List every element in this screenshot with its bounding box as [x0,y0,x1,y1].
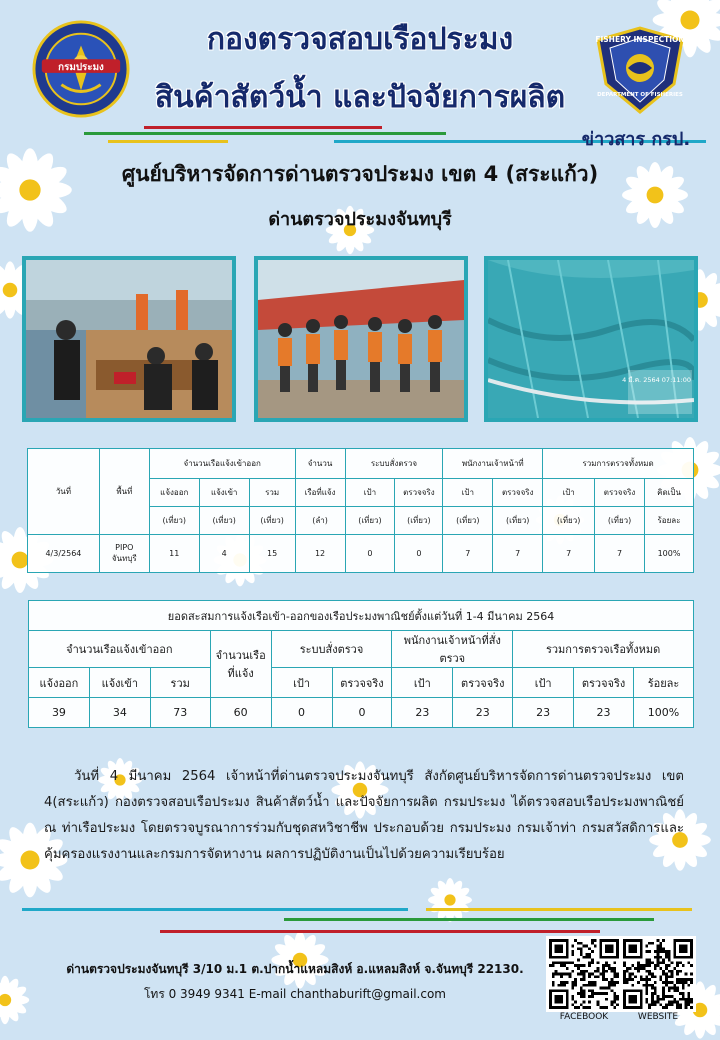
t1-header-staff-group: พนักงานเจ้าหน้าที่ [443,449,543,479]
t1-unit-vessels: (ลำ) [295,507,345,535]
header-title-line1: กองตรวจสอบเรือประมง [206,22,514,57]
header-title-line2: สินค้าสัตว์น้ำ และปัจจัยการผลิต [154,80,566,115]
t1-cell-total-target: 7 [543,535,595,573]
t1-unit-trips: (เที่ยว) [595,507,645,535]
t1-unit-trips: (เที่ยว) [199,507,249,535]
t1-header-total-actual: ตรวจจริง [595,479,645,507]
table-row [28,535,694,573]
t1-cell-staff-actual: 7 [493,535,543,573]
t2-cell-system-actual: 0 [332,698,392,728]
t1-header-count-group: จำนวน [295,449,345,479]
cumulative-inspection-table [28,600,694,728]
header-rule-green [84,132,446,135]
t1-header-percent: คิดเป็น [645,479,694,507]
t1-header-area: พื้นที่ [99,449,149,535]
t1-cell-out: 11 [149,535,199,573]
office-name: ด่านตรวจประมงจันทบุรี [268,209,452,230]
website-qr-code-icon[interactable] [620,936,696,1012]
t2-header-sum: รวม [150,668,210,698]
t1-header-sum: รวม [249,479,295,507]
department-of-fisheries-seal-icon [32,20,130,118]
right-logo-text-bottom: DEPARTMENT OF FISHERIES [597,92,683,98]
footer-rule-green [284,918,654,921]
t1-unit-trips: (เที่ยว) [443,507,493,535]
t1-cell-vessels: 12 [295,535,345,573]
t2-header-staff-actual: ตรวจจริง [453,668,513,698]
t2-cell-total-actual: 23 [574,698,634,728]
t2-header-total-group: รวมการตรวจเรือทั้งหมด [513,631,694,668]
t1-cell-date: 4/3/2564 [28,535,100,573]
photo-timestamp: 4 มี.ค. 2564 07:11:00 [622,376,691,384]
fishing-net-photo [484,256,698,422]
footer-address: ด่านตรวจประมงจันทบุรี 3/10 ม.1 ต.ปากน้ำแหลมสิงห์ อ.แหลมสิงห์ จ.จันทบุรี 22130. [66,962,524,976]
news-paragraph: วันที่ 4 มีนาคม 2564 เจ้าหน้าที่ด่านตรวจประมงจันทบุรี สังกัดศูนย์บริหารจัดการด่านตรวจประมง เขต 4(สระแก้ว) กองตรวจสอบเรือประมง สินค้าสัตว์น้ำ และปัจจัยการผลิต กรมประมง ได้ตรวจสอบเรือประมงพาณิชย์ ณ ท่าเรือประมง โดยตรวจบูรณาการร่วมกับชุดสหวิชาชีพ ประกอบด้วย กรมประมง กรมเจ้าท่า กรมสวัสดิการและคุ้มครองแรงงานและกรมการจัดหางาน ผลการปฏิบัติงานเป็นไปด้วยความเรียบร้อย [44,769,684,862]
t2-header-staff-group: พนักงานเจ้าหน้าที่สั่งตรวจ [392,631,513,668]
left-logo-text: กรมประมง [58,61,104,73]
t1-header-report-group: จำนวนเรือแจ้งเข้าออก [149,449,295,479]
t2-cell-system-target: 0 [271,698,332,728]
t2-header-staff-target: เป้า [392,668,453,698]
header-rule-yellow [108,140,228,143]
website-qr-label: WEBSITE [637,1012,679,1022]
t1-header-staff-actual: ตรวจจริง [493,479,543,507]
t1-header-in: แจ้งเข้า [199,479,249,507]
t1-unit-trips: (เที่ยว) [249,507,295,535]
footer-rule-red [160,930,600,933]
t2-cell-vessels: 60 [210,698,271,728]
t2-cell-staff-target: 23 [392,698,453,728]
t1-header-out: แจ้งออก [149,479,199,507]
t2-cell-total-target: 23 [513,698,574,728]
t2-header-percent: ร้อยละ [634,668,694,698]
t2-header-system-group: ระบบสั่งตรวจ [271,631,392,668]
t2-header-in: แจ้งเข้า [89,668,150,698]
t1-cell-system-actual: 0 [395,535,443,573]
t2-cell-out: 39 [29,698,90,728]
t1-unit-trips: (เที่ยว) [149,507,199,535]
crew-in-life-jackets-photo [254,256,468,422]
t1-header-total-target: เป้า [543,479,595,507]
t1-cell-area-line1: PIPO [115,542,134,552]
t1-header-staff-target: เป้า [443,479,493,507]
t1-unit-trips: (เที่ยว) [493,507,543,535]
t2-header-vessels: จำนวนเรือที่แจ้ง [210,631,271,698]
t1-cell-staff-target: 7 [443,535,493,573]
news-label: ข่าวสาร กรป. [581,129,691,150]
t1-header-system-group: ระบบสั่งตรวจ [345,449,443,479]
t2-cell-in: 34 [89,698,150,728]
table-row [29,698,694,728]
header-rule-red [144,126,382,129]
officers-at-desk-photo [22,256,236,422]
t1-header-vessels: เรือที่แจ้ง [295,479,345,507]
t1-header-total-group: รวมการตรวจทั้งหมด [543,449,694,479]
facebook-qr-code-icon[interactable] [546,936,622,1012]
t2-header-system-target: เป้า [271,668,332,698]
t1-cell-area [99,535,149,573]
t1-cell-in: 4 [199,535,249,573]
t1-unit-trips: (เที่ยว) [543,507,595,535]
footer-rule-yellow [426,908,692,911]
facebook-qr-label: FACEBOOK [559,1012,609,1022]
t1-cell-percent: 100% [645,535,694,573]
t1-header-system-target: เป้า [345,479,395,507]
t1-unit-trips: (เที่ยว) [395,507,443,535]
t1-unit-percent: ร้อยละ [645,507,694,535]
daily-inspection-table [27,448,694,573]
t1-cell-sum: 15 [249,535,295,573]
t1-cell-system-target: 0 [345,535,395,573]
fishery-inspection-badge-icon [588,22,692,118]
t2-caption: ยอดสะสมการแจ้งเรือเข้า-ออกของเรือประมงพาณิชย์ตั้งแต่วันที่ 1-4 มีนาคม 2564 [29,601,694,631]
footer-contact: โทร 0 3949 9341 E-mail chanthaburift@gmail.com [143,987,446,1001]
footer-rule-cyan [22,908,408,911]
t1-header-date: วันที่ [28,449,100,535]
t1-cell-area-line2: จันทบุรี [111,553,137,563]
center-name: ศูนย์บริหารจัดการด่านตรวจประมง เขต 4 (สระแก้ว) [121,162,599,186]
t1-header-system-actual: ตรวจจริง [395,479,443,507]
t1-cell-total-actual: 7 [595,535,645,573]
right-logo-text-top: FISHERY INSPECTION [595,35,685,44]
t2-header-system-actual: ตรวจจริง [332,668,392,698]
t2-cell-sum: 73 [150,698,210,728]
t2-header-total-actual: ตรวจจริง [574,668,634,698]
t2-header-out: แจ้งออก [29,668,90,698]
t2-cell-percent: 100% [634,698,694,728]
t2-header-report-group: จำนวนเรือแจ้งเข้าออก [29,631,211,668]
t2-header-total-target: เป้า [513,668,574,698]
t1-unit-trips: (เที่ยว) [345,507,395,535]
t2-cell-staff-actual: 23 [453,698,513,728]
